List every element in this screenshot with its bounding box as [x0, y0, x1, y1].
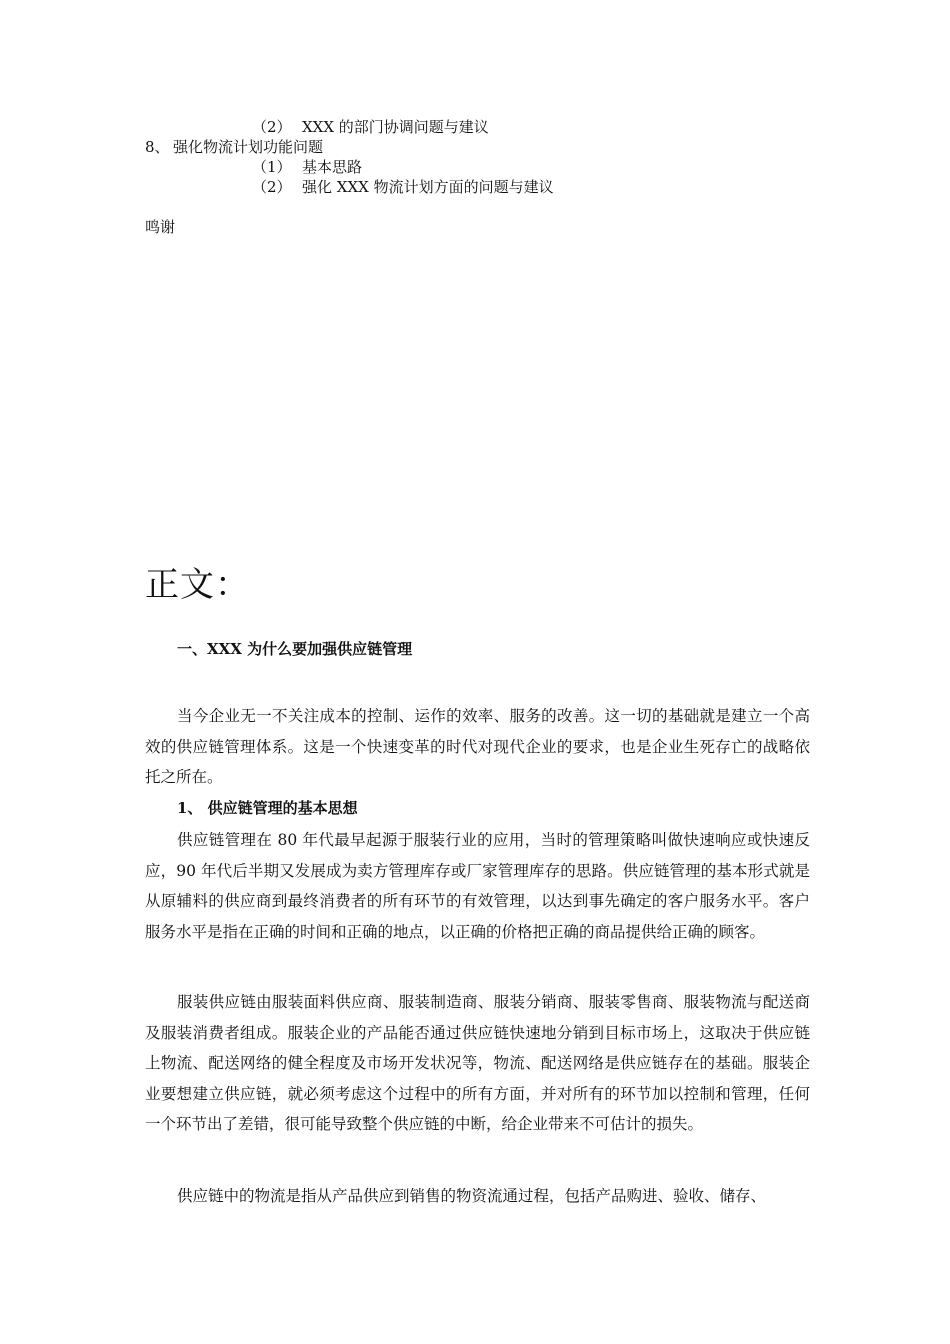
toc-entry: [145, 137, 323, 157]
toc-text: 基本思路: [302, 158, 363, 176]
toc-number: （2）: [252, 118, 292, 136]
toc-entry: [252, 117, 489, 137]
body-paragraph: 供应链中的物流是指从产品供应到销售的物资流通过程，包括产品购进、验收、储存、: [177, 1187, 767, 1205]
toc-entry: [252, 177, 554, 197]
body-paragraph: 当今企业无一不关注成本的控制、运作的效率、服务的改善。这一切的基础就是建立一个高效的供应链管理体系。这是一个快速变革的时代对现代企业的要求，也是企业生死存亡的战略依托之所在。: [145, 707, 810, 786]
body-paragraph: 服装供应链由服装面料供应商、服装制造商、服装分销商、服装零售商、服装物流与配送商及服装消费者组成。服装企业的产品能否通过供应链快速地分销到目标市场上，这取决于供应链上物流、配送网络的健全程度及市场开发状况等，物流、配送网络是供应链存在的基础。服装企业要想建立供应链，就必须考虑这个过程中的所有方面，并对所有的环节加以控制和管理，任何一个环节出了差错，很可能导致整个供应链的中断，给企业带来不可估计的损失。: [145, 993, 810, 1133]
toc-number: （1）: [252, 158, 292, 176]
body-paragraph: 供应链管理在 80 年代最早起源于服装行业的应用，当时的管理策略叫做快速响应或快速反应，90 年代后半期又发展成为卖方管理库存或厂家管理库存的思路。供应链管理的基本形式就是从原辅料的供应商到最终消费者的所有环节的有效管理，以达到事先确定的客户服务水平。客户服务水平是指在正确的时间和正确的地点，以正确的价格把正确的商品提供给正确的顾客。: [145, 831, 810, 941]
acknowledgement-heading: 鸣谢: [145, 218, 176, 236]
toc-number: 8、: [145, 138, 170, 156]
toc-text: 强化 XXX 物流计划方面的问题与建议: [302, 178, 554, 196]
toc-entry: [252, 157, 362, 177]
section-heading: 一、XXX 为什么要加强供应链管理: [177, 640, 413, 658]
toc-number: （2）: [252, 178, 292, 196]
subsection-heading: 1、 供应链管理的基本思想: [177, 799, 358, 817]
main-body-heading: 正文：: [145, 565, 250, 605]
toc-text: XXX 的部门协调问题与建议: [302, 118, 489, 136]
toc-text: 强化物流计划功能问题: [173, 138, 324, 156]
